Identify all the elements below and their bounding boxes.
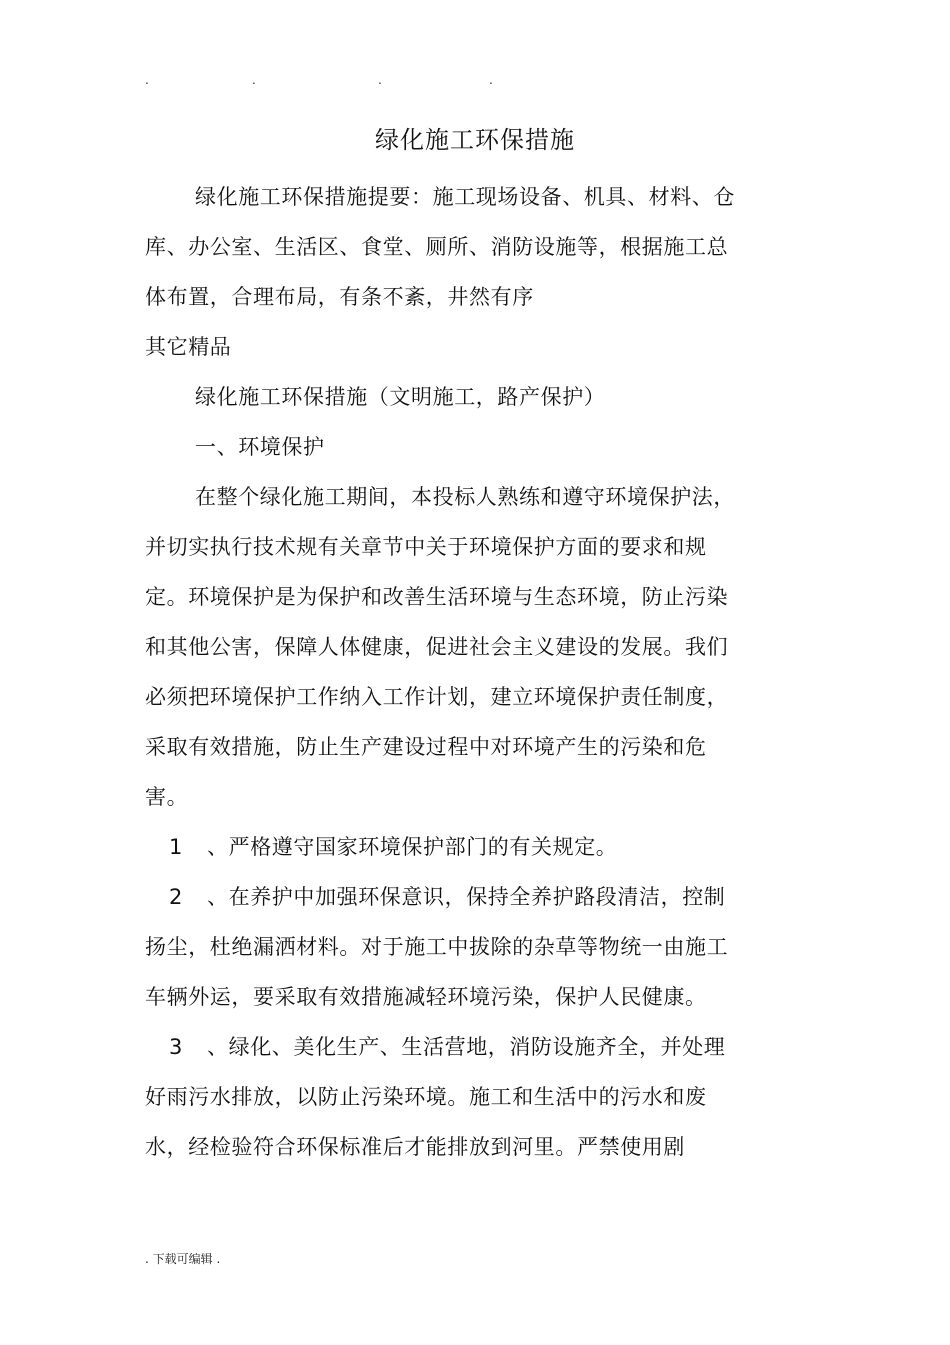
header-dot: .: [378, 73, 382, 87]
list-item-number: 3: [169, 1035, 183, 1059]
section-heading: 一、环境保护: [195, 435, 325, 459]
list-item: [145, 872, 743, 1022]
header-dot: .: [252, 73, 256, 87]
list-item-text: 、严格遵守国家环境保护部门的有关规定。: [207, 835, 618, 859]
subtitle-paragraph: 绿化施工环保措施（文明施工，路产保护）: [195, 385, 606, 409]
page-footer: . 下载可编辑 .: [145, 1252, 221, 1266]
list-item: [145, 822, 743, 872]
summary-paragraph: 绿化施工环保措施提要：施工现场设备、机具、材料、仓库、办公室、生活区、食堂、厕所、消防设施等，根据施工总体布置，合理布局，有条不紊，井然有序: [145, 185, 735, 309]
document-title: 绿化施工环保措施: [375, 126, 575, 154]
list-item-text: 、绿化、美化生产、生活营地，消防设施齐全，并处理好雨污水排放，以防止污染环境。施工和生活中的污水和废水，经检验符合环保标准后才能排放到河里。严禁使用剧: [145, 1035, 726, 1159]
page-header-dots: [0, 72, 950, 88]
list-item-text: 、在养护中加强环保意识，保持全养护路段清洁，控制扬尘，杜绝漏洒材料。对于施工中拔除的杂草等物统一由施工车辆外运，要采取有效措施减轻环境污染，保护人民健康。: [145, 885, 729, 1009]
list-item: [145, 1022, 743, 1172]
other-products-text: 其它精品: [145, 335, 232, 359]
document-body: [145, 172, 743, 1172]
header-dot: .: [145, 73, 149, 87]
body-paragraph: 在整个绿化施工期间，本投标人熟练和遵守环境保护法，并切实执行技术规有关章节中关于环境保护方面的要求和规定。环境保护是为保护和改善生活环境与生态环境，防止污染和其他公害，保障人体健康，促进社会主义建设的发展。我们必须把环境保护工作纳入工作计划，建立环境保护责任制度，采取有效措施，防止生产建设过程中对环境产生的污染和危害。: [145, 485, 735, 809]
list-item-number: 2: [169, 885, 183, 909]
list-item-number: 1: [169, 835, 183, 859]
header-dot: .: [489, 73, 493, 87]
